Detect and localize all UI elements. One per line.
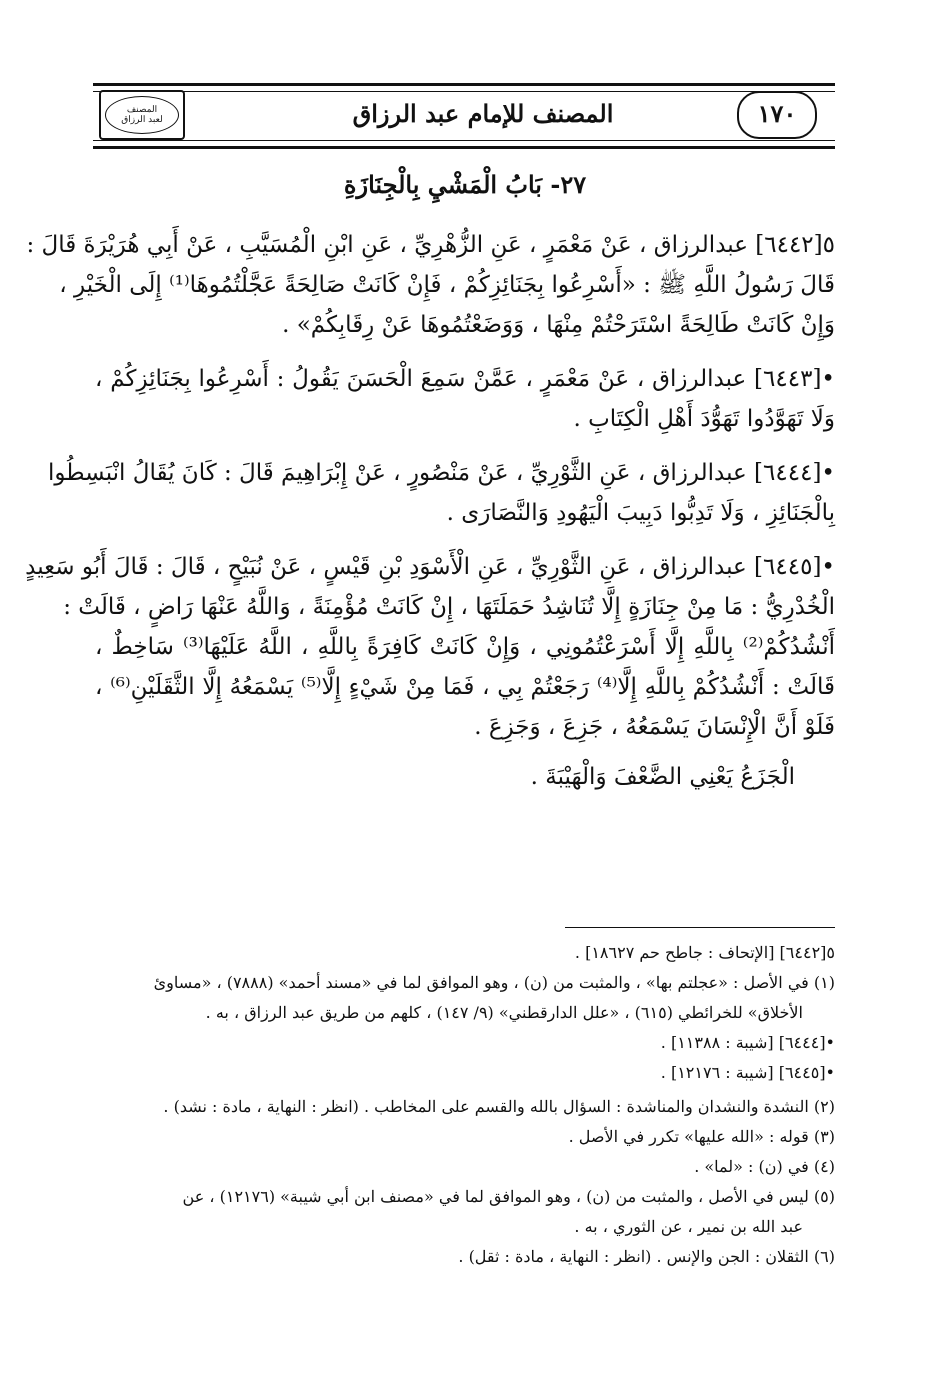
text-line: أَنْشُدُكُمْ⁽²⁾ بِاللَّهِ إِلَّا أَسْرَعْتُمُونِي ، وَإِنْ كَانَتْ كَافِرَةً بِاللَّهِ ، اللَّهُ عَلَيْهَا⁽³⁾ سَاخِطٌ ،: [95, 634, 835, 660]
footnote-line: (١) في الأصل : «عجلتم بها» ، والمثبت من (ن) ، وهو الموافق لما في «مسند أحمد» (٧٨٨٨) ، «مساوئ: [153, 973, 835, 992]
hadith-6444: [48, 453, 835, 533]
emblem-oval: [105, 96, 179, 134]
text-line: ٥[٦٤٤٢] عبدالرزاق ، عَنْ مَعْمَرٍ ، عَنِ الزُّهْرِيِّ ، عَنِ ابْنِ الْمُسَيَّبِ ، عَنْ أَبِي هُرَيْرَةَ قَالَ :: [26, 232, 835, 258]
gloss-line: الْجَزَعُ يَعْنِي الضَّعْفَ وَالْهَيْبَةَ .: [530, 764, 795, 790]
footnote-line: (٦) الثقلان : الجن والإنس . (انظر : النهاية ، مادة : ثقل) .: [458, 1247, 835, 1266]
text-line: •[٦٤٤٣] عبدالرزاق ، عَنْ مَعْمَرٍ ، عَمَّنْ سَمِعَ الْحَسَنَ يَقُولُ : أَسْرِعُوا بِجَنَائِزِكُمْ ،: [95, 366, 835, 392]
text-line: فَلَوْ أَنَّ الْإِنْسَانَ يَسْمَعُهُ ، جَزِعَ ، وَجَزِعَ .: [474, 714, 835, 740]
chapter-title: ٢٧- بَابُ الْمَشْيِ بِالْجِنَازَةِ: [343, 170, 587, 199]
footnote-line: (٣) قوله : «الله عليها» تكرر في الأصل .: [568, 1127, 835, 1146]
footnote-separator: [565, 927, 835, 928]
hadith-6443: [95, 359, 835, 439]
book-emblem: [99, 90, 185, 140]
text-line: الْخُدْرِيُّ : مَا مِنْ جِنَازَةٍ إِلَّا تُنَاشِدُ حَمَلَتَهَا ، إِنْ كَانَتْ مُؤْمِنَةً ، وَاللَّهُ عَنْهَا رَاضٍ ، قَالَتْ :: [63, 594, 835, 620]
footnote-line: (٢) النشدة والنشدان والمناشدة : السؤال بالله والقسم على المخاطب . (انظر : النهاية ، مادة : نشد) .: [163, 1097, 835, 1116]
hadith-6442: [26, 225, 835, 345]
footnote-line: •[٦٤٤٤] [شيبة : ١١٣٨٨] .: [660, 1033, 835, 1052]
text-line: بِالْجَنَائِزِ ، وَلَا تَدِبُّوا دَبِيبَ الْيَهُودِ وَالنَّصَارَى .: [446, 500, 835, 526]
text-line: وَإِنْ كَانَتْ طَالِحَةً اسْتَرَحْتُمْ مِنْهَا ، وَوَضَعْتُمُوهَا عَنْ رِقَابِكُمْ» .: [282, 312, 835, 338]
text-line: وَلَا تَهَوَّدُوا تَهَوُّدَ أَهْلِ الْكِتَابِ .: [573, 406, 835, 432]
footnote-line: (٥) ليس في الأصل ، والمثبت من (ن) ، وهو الموافق لما في «مصنف ابن أبي شيبة» (١٢١٧٦) ، عن: [182, 1187, 835, 1206]
main-text: [25, 225, 836, 811]
running-title: المصنف للإمام عبد الرزاق: [333, 92, 633, 136]
page-header: [93, 83, 835, 149]
emblem-line-2: لعبد الرزاق: [121, 115, 163, 125]
text-line: قَالَ رَسُولُ اللَّهِ ﷺ : «أَسْرِعُوا بِجَنَائِزِكُمْ ، فَإِنْ كَانَتْ صَالِحَةً عَجَّلْتُمُوهَا⁽¹⁾ إِلَى الْخَيْرِ ،: [59, 272, 835, 298]
footnote-line: الأخلاق» للخرائطي (٦١٥) ، «علل الدارقطني» (٩/ ١٤٧) ، كلهم من طريق عبد الرزاق ، به .: [205, 1003, 803, 1022]
hadith-6445: [25, 547, 836, 797]
footnote-line: عبد الله بن نمير ، عن الثوري ، به .: [574, 1217, 803, 1236]
page-number: ١٧٠: [737, 91, 817, 139]
footnote-line: (٤) في (ن) : «لما» .: [694, 1157, 835, 1176]
footnote-line: ٥[٦٤٤٢] [الإتحاف : جاطح حم ١٨٦٢٧] .: [574, 943, 835, 962]
footnotes: [95, 938, 835, 1272]
text-line: قَالَتْ : أَنْشُدُكُمْ بِاللَّهِ إِلَّا⁽⁴⁾ رَجَعْتُمْ بِي ، فَمَا مِنْ شَيْءٍ إِلَّا⁽⁵⁾ يَسْمَعُهُ إِلَّا الثَّقَلَيْنِ⁽⁶⁾ ،: [95, 674, 836, 700]
emblem-line-1: المصنف: [126, 105, 158, 115]
text-line: •[٦٤٤٤] عبدالرزاق ، عَنِ الثَّوْرِيِّ ، عَنْ مَنْصُورٍ ، عَنْ إِبْرَاهِيمَ قَالَ : كَانَ يُقَالُ انْبَسِطُوا: [48, 460, 835, 486]
footnote-line: •[٦٤٤٥] [شيبة : ١٢١٧٦] .: [660, 1063, 835, 1082]
text-line: •[٦٤٤٥] عبدالرزاق ، عَنِ الثَّوْرِيِّ ، عَنِ الْأَسْوَدِ بْنِ قَيْسٍ ، عَنْ نُبَيْحٍ ، قَالَ : قَالَ أَبُو سَعِيدٍ: [25, 554, 835, 580]
